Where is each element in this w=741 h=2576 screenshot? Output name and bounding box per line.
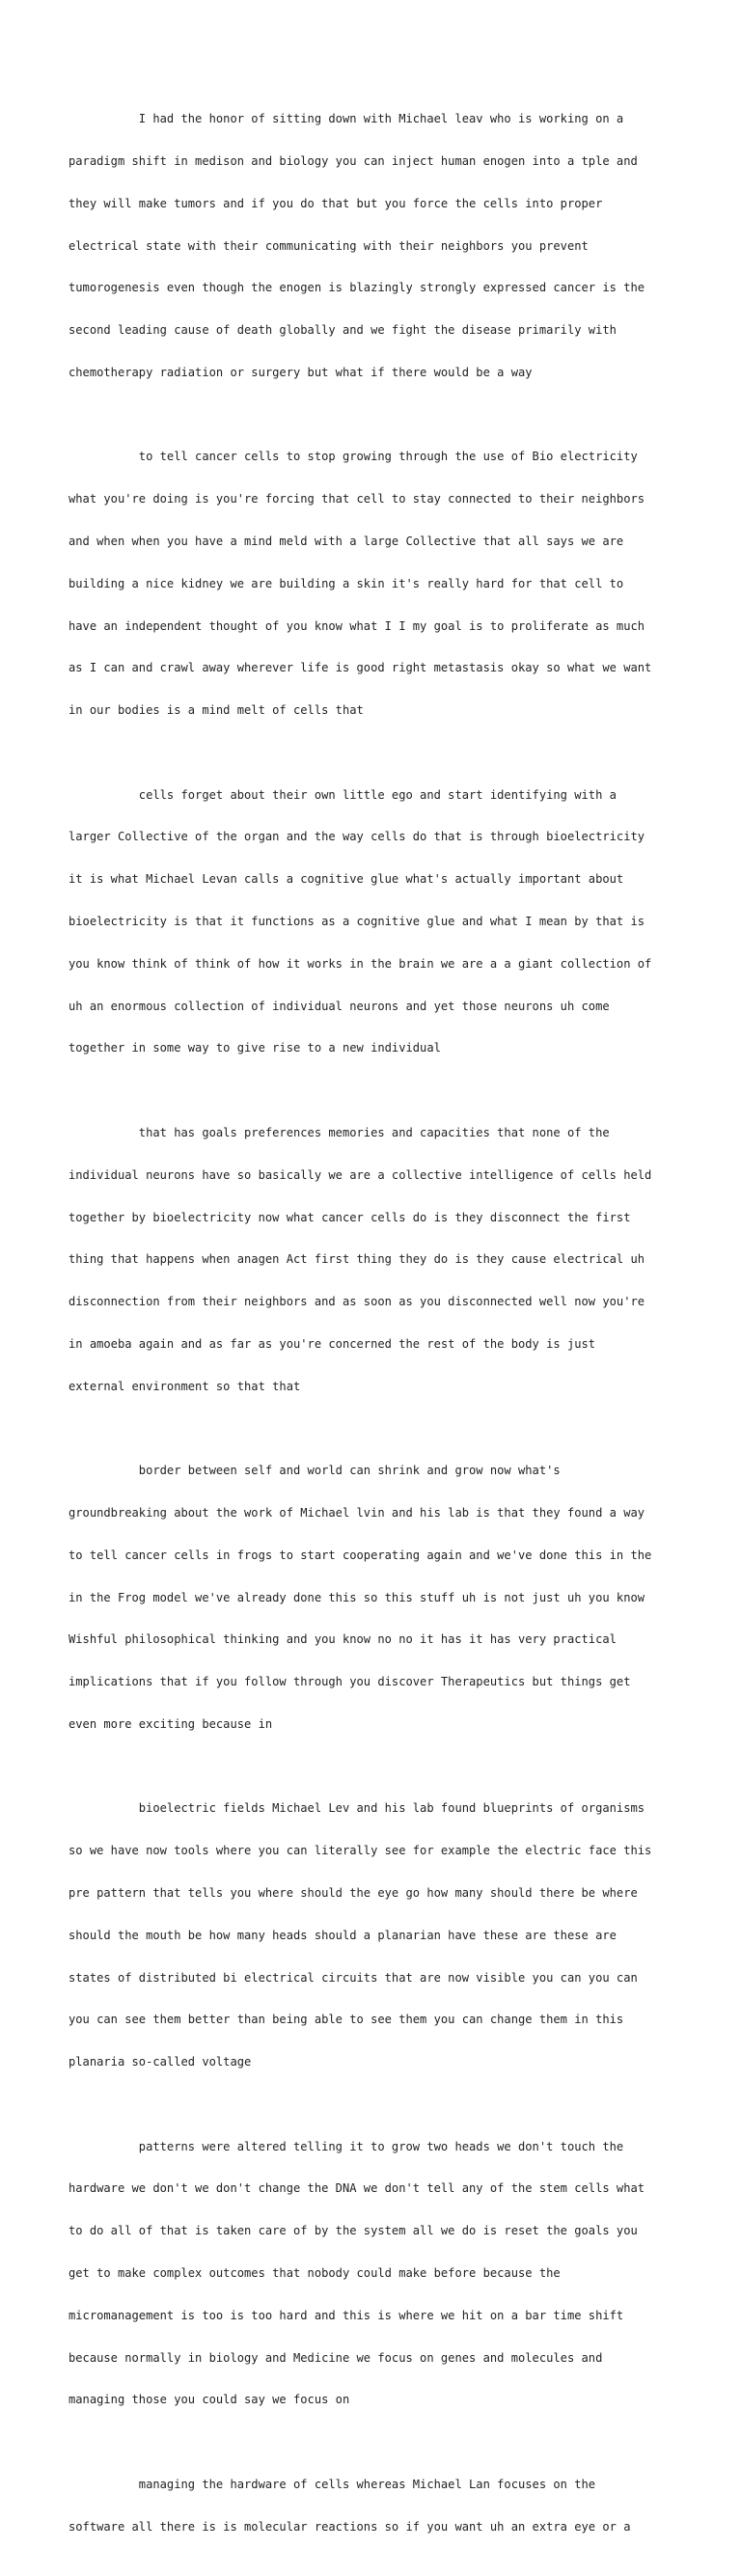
text-line: uh an enormous collection of individual neurons and yet those neurons uh come xyxy=(69,999,610,1013)
text-line: you can see them better than being able to see them you can change them in this xyxy=(69,2013,624,2027)
text-line: I had the honor of sitting down with Michael leav who is working on a xyxy=(69,112,624,126)
text-line: border between self and world can shrink and grow now what's xyxy=(69,1464,561,1478)
text-line: pre pattern that tells you where should the eye go how many should there be where xyxy=(69,1886,638,1900)
paragraph xyxy=(69,2112,686,2436)
text-line: individual neurons have so basically we are a collective intelligence of cells held xyxy=(69,1167,652,1182)
text-line: to tell cancer cells to stop growing through the use of Bio electricity xyxy=(69,450,638,464)
paragraph xyxy=(69,2450,686,2562)
text-line: managing those you could say we focus on xyxy=(69,2393,350,2407)
text-line: patterns were altered telling it to grow two heads we don't touch the xyxy=(69,2139,624,2153)
text-line: get to make complex outcomes that nobody could make before because the xyxy=(69,2266,561,2281)
text-line: paradigm shift in medison and biology you can inject human enogen into a tple and xyxy=(69,153,638,168)
paragraph xyxy=(69,84,686,408)
text-line: building a nice kidney we are building a skin it's really hard for that cell to xyxy=(69,576,624,590)
text-line: in the Frog model we've already done this so this stuff uh is not just uh you know xyxy=(69,1590,645,1604)
paragraph xyxy=(69,1436,686,1760)
text-line: hardware we don't we don't change the DNA we don't tell any of the stem cells what xyxy=(69,2181,645,2196)
text-line: together in some way to give rise to a new individual xyxy=(69,1041,441,1055)
text-line: have an independent thought of you know what I I my goal is to proliferate as much xyxy=(69,618,645,633)
text-line: electrical state with their communicating with their neighbors you prevent xyxy=(69,238,589,253)
text-line: it is what Michael Levan calls a cognitive glue what's actually important about xyxy=(69,872,624,887)
text-line: thing that happens when anagen Act first thing they do is they cause electrical uh xyxy=(69,1252,645,1267)
text-line: they will make tumors and if you do that but you force the cells into proper xyxy=(69,196,603,210)
text-line: in our bodies is a mind melt of cells that xyxy=(69,703,364,718)
text-line: implications that if you follow through you discover Therapeutics but things get xyxy=(69,1675,631,1689)
text-line: software all there is is molecular reactions so if you want uh an extra eye or a xyxy=(69,2519,631,2534)
text-line: Wishful philosophical thinking and you know no no it has it has very practical xyxy=(69,1632,617,1647)
text-line: to tell cancer cells in frogs to start cooperating again and we've done this in the xyxy=(69,1548,652,1562)
document-page xyxy=(69,84,686,2576)
text-line: to do all of that is taken care of by the system all we do is reset the goals you xyxy=(69,2224,638,2238)
text-line: what you're doing is you're forcing that cell to stay connected to their neighbors xyxy=(69,492,645,507)
text-line: bioelectric fields Michael Lev and his lab found blueprints of organisms xyxy=(69,1801,645,1816)
text-line: states of distributed bi electrical circuits that are now visible you can you can xyxy=(69,1970,638,1985)
text-line: managing the hardware of cells whereas Michael Lan focuses on the xyxy=(69,2477,596,2491)
text-line: second leading cause of death globally and we fight the disease primarily with xyxy=(69,323,617,338)
text-line: together by bioelectricity now what cancer cells do is they disconnect the first xyxy=(69,1210,631,1224)
paragraph xyxy=(69,422,686,746)
text-line: micromanagement is too is too hard and this is where we hit on a bar time shift xyxy=(69,2308,624,2322)
text-line: and when when you have a mind meld with a large Collective that all says we are xyxy=(69,534,624,548)
text-line: groundbreaking about the work of Michael lvin and his lab is that they found a way xyxy=(69,1505,645,1520)
paragraph xyxy=(69,760,686,1084)
text-line: because normally in biology and Medicine we focus on genes and molecules and xyxy=(69,2350,603,2365)
text-line: external environment so that that xyxy=(69,1379,301,1393)
text-line: so we have now tools where you can literally see for example the electric face this xyxy=(69,1844,652,1858)
text-line: as I can and crawl away wherever life is good right metastasis okay so what we want xyxy=(69,661,652,675)
text-line: chemotherapy radiation or surgery but what if there would be a way xyxy=(69,365,533,379)
text-line: planaria so-called voltage xyxy=(69,2055,252,2069)
text-line: tumorogenesis even though the enogen is blazingly strongly expressed cancer is the xyxy=(69,281,645,295)
paragraph xyxy=(69,1773,686,2097)
text-line: even more exciting because in xyxy=(69,1716,273,1731)
text-line: disconnection from their neighbors and as soon as you disconnected well now you're xyxy=(69,1295,645,1309)
text-line: larger Collective of the organ and the way cells do that is through bioelectricity xyxy=(69,830,645,844)
text-line: that has goals preferences memories and capacities that none of the xyxy=(69,1125,610,1139)
text-line: cells forget about their own little ego and start identifying with a xyxy=(69,787,617,802)
text-line: should the mouth be how many heads should a planarian have these are these are xyxy=(69,1928,617,1942)
text-line: you know think of think of how it works in the brain we are a a giant collection of xyxy=(69,956,652,971)
text-line: in amoeba again and as far as you're concerned the rest of the body is just xyxy=(69,1336,596,1351)
paragraph xyxy=(69,1098,686,1422)
text-line: bioelectricity is that it functions as a cognitive glue and what I mean by that is xyxy=(69,915,645,929)
